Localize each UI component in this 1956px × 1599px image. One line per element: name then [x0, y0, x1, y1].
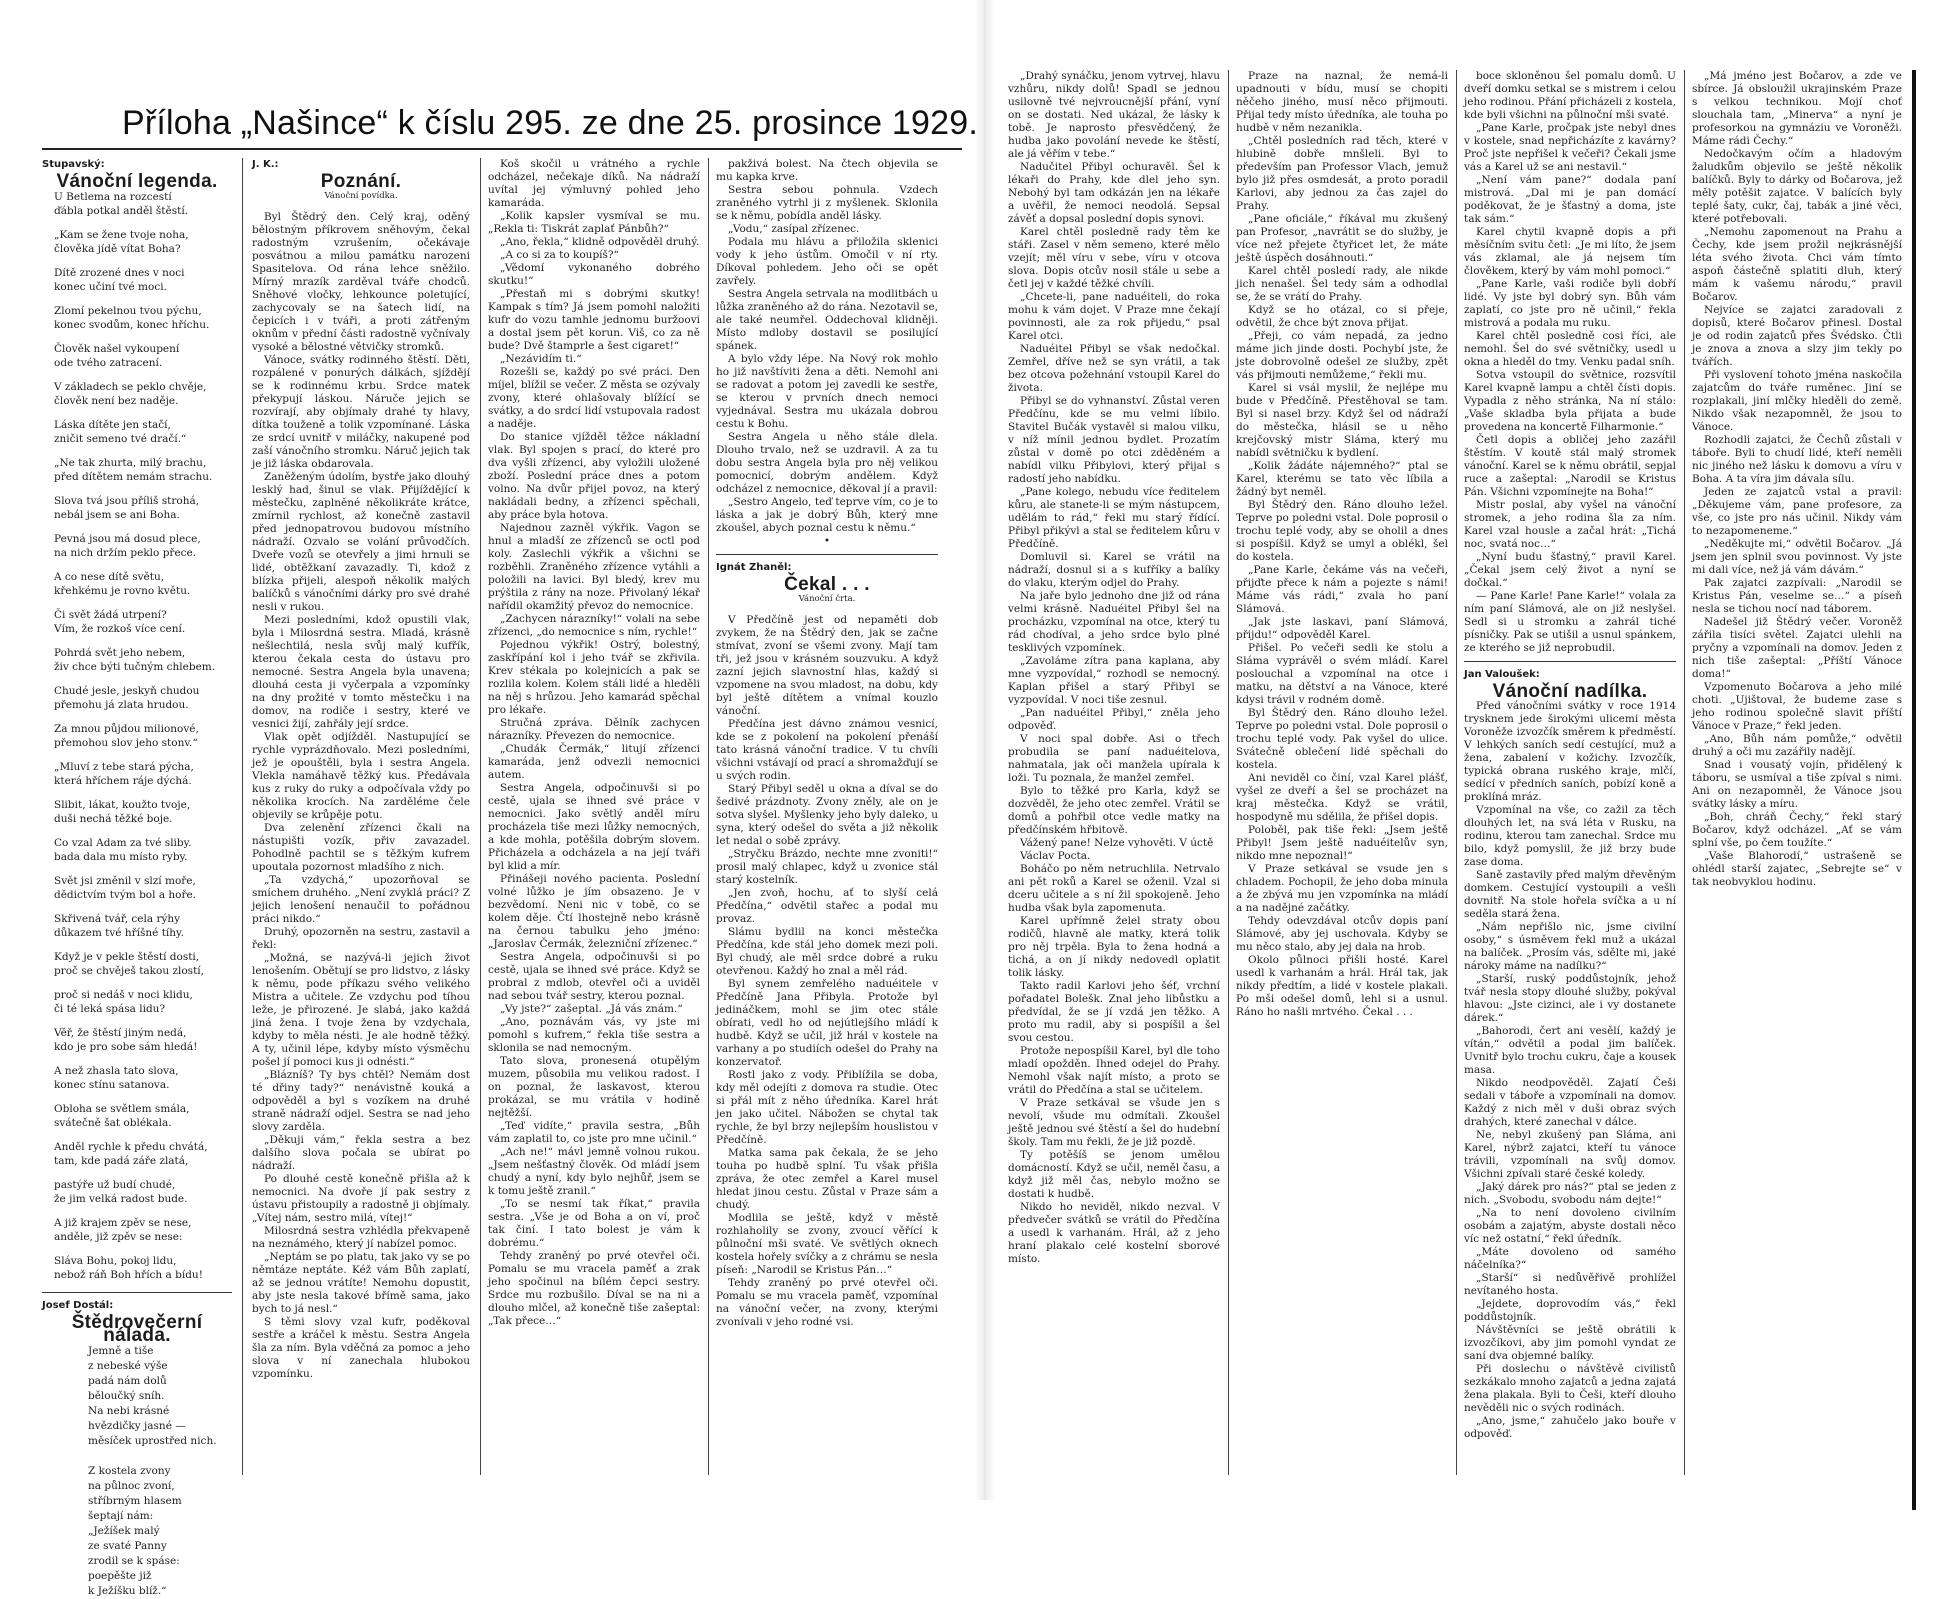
paragraph: „Starší“ si nedůvěřivě prohlížel nevítaného hosta. [1464, 1272, 1676, 1297]
paragraph: „Děkuji vám,“ řekla sestra a bez dalšího slova počala se ubírat po nádraží. [252, 1134, 470, 1172]
story-text [488, 158, 700, 1328]
paragraph: „Zavoláme zítra pana kaplana, aby mne vyzpovídal,“ rozhodl se nemocný. Kaplan přišel a starý Přibyl se vyzpovídal. V noci tiše zesnul. [1008, 655, 1220, 706]
poem-author: Stupavský: [42, 159, 105, 170]
paragraph: Vánoce, svátky rodinného štěstí. Děti, rozpálené v ponurých dálkách, sjíždějí se k rodinnému krbu. Srdce matek překypují láskou. Náruče jejich se rozvírají, aby objímaly drahé ty hlavy, dítka touženě a tolik vzpomínané. Láska ze srdcí uvnitř v miláčky, nakupené pod zaší vánočního stromku. Náruč jejich tak je již láska obdarovala. [252, 354, 470, 470]
story2-text [716, 614, 938, 1329]
poem-stanza: Co vzal Adam za tvé sliby. bada dala mu místo ryby. [54, 837, 192, 863]
paragraph: „Přeji, co vám nepadá, za jedno máme jich jinde dosti. Pochybí jste, že jste dobrovolně odešel ze služby, zpět vás přijmouti nemůžeme,“ řekli mu. [1236, 330, 1448, 381]
poem-title: Vánoční legenda. [56, 171, 218, 192]
paragraph: Byl Štědrý den. Ráno dlouho ležel. Teprve po poledni vstal. Dole poprosil o trochu teplé vody, aby se oholil a dnes si pospíšil. Když se umyl a oblékl, šel do kostela. [1236, 499, 1448, 563]
paragraph: „Pane Karle, pročpak jste nebyl dnes v kostele, snad nepřicházíte z kavárny? Proč jste nepřišel k večeři? Čekali jsme vás a Karel už se ani nestavil.“ [1464, 122, 1676, 173]
paragraph: „Pane Karle, vaši rodiče byli dobří lidé. Vy jste byl dobrý syn. Bůh vám zaplatí, co jste pro ně učinil,“ řekla mistrová a podala mu ruku. [1464, 278, 1676, 329]
paragraph: „Chudák Čermák,“ litují zřízenci kamaráda, jenž odvezli nemocnici autem. [488, 743, 700, 781]
paragraph: Mistr poslal, aby vyšel na vánoční stromek, a jeho rodina šla za ním. Karel vzal housle a začal hrát: „Tichá noc, svatá noc…“ [1464, 499, 1676, 550]
poem-stanza: Člověk našel vykoupení ode tvého zatracení. [54, 343, 180, 369]
column-2 [252, 158, 470, 1475]
poem-body [42, 190, 232, 1282]
paragraph: Rostl jako z vody. Přiblížila se doba, kdy měl odejíti z domova ra studie. Otec si přál mít z něho úředníka. Karel hrát jen jako učitel. Nábožen se chytal tak rychle, že byl brzy nejlepším houslistou v Předčíně. [716, 1069, 938, 1146]
poem-line: šeptají nám: [88, 1510, 154, 1522]
paragraph: Saně zastavily před malým dřevěným domkem. Cestující vystoupili a vešli dovnitř. Na stole hořela svíčka a u ní seděla stará žena. [1464, 869, 1676, 920]
paragraph: boce skloněnou šel pomalu domů. U dveří domku setkal se s mistrem i celou jeho rodinou. Přání přicházeli z kostela, kde byli všichni na půlnoční mši svaté. [1464, 70, 1676, 121]
paragraph: „Vodu,“ zasípal zřízenec. [728, 223, 860, 235]
poem-stanza: Věř, že štěstí jiným nedá, kdo je pro sobe sám hledá! [54, 1027, 198, 1053]
paragraph: Vzpomenuto Bočarova a jeho milé choti. „Ujištoval, že budeme zase s jeho rodinou společně slavit příští Vánoce v Praze,“ řekl jeden. [1692, 681, 1902, 732]
story2-author: Ignát Zhaněl: [716, 562, 792, 573]
paragraph: Vážený pane! Nelze vyhověti. V úctě [1020, 837, 1214, 849]
poem-stanza: „Kam se žene tvoje noha, člověka jídě vítat Boha? [54, 229, 189, 255]
paragraph: „Není vám pane?“ dodala paní mistrová. „Dal mi je pan domácí poděkovat, že je šťastný a doma, jste tak sám.“ [1464, 174, 1676, 225]
paragraph: „Ano, řekla,“ klidně odpověděl druhý. [500, 236, 700, 248]
poem-line: „Ježíšek malý [88, 1525, 160, 1537]
poem-stanza: Pohrdá svět jeho nebem, živ chce býti tučným chlebem. [54, 647, 216, 673]
column-divider [1684, 70, 1685, 1475]
paragraph: „Má jméno jest Bočarov, a zde ve sbírce. Já obsloužil ukrajinském Praze s velkou technikou. Mojí choť slouchala tam, „Minerva“ a nyní je profesorkou na gymnáziu ve Voroněži. Máme rádi Čechy.“ [1692, 70, 1902, 147]
paragraph: Pak zajatci zazpívali: „Narodil se Kristus Pán, veselme se…“ a píseň nesla se tichou nocí nad táborem. [1692, 577, 1902, 615]
paragraph: Okolo půlnoci přišli hosté. Karel usedl k varhanám a hrál. Hrál tak, jak nikdy předtím, a lidé v kostele plakali. Po mši odešel domů, lehl si a usnul. Ráno ho našli mrtvého. Čekal . . . [1236, 954, 1448, 1018]
paragraph: Návštěvníci se ještě obrátili k izvozčíkovi, aby jim pomohl vyndat ze saní dva objemné balíky. [1464, 1324, 1676, 1362]
paragraph: Boháčo po něm netruchlila. Netrvalo ani pět roků a Karel se oženil. Vzal si dceru učitele a s ní žil spokojeně. Jeho hudba však byla zapomenuta. [1008, 863, 1220, 914]
paragraph: Před vánočními svátky v roce 1914 trysknem jede širokými ulicemi města Voroněže izvozčík směrem k předměstí. V lehkých saních sedí cestující, muž a žena, zabalení v kožichy. Izvozčík, typická obrana ruského kraje, mlčí, sedící v předních saních, pobízí koně a proklíná mráz. [1464, 700, 1676, 803]
poem-line: padá nám dolů [88, 1375, 167, 1387]
paragraph: V Praze setkával se všude jen s nevolí, všude mu odmítali. Zkoušel ještě jednou své štěstí a šel do hudební školy. Tam mu řekli, že je již pozdě. [1008, 1097, 1220, 1148]
column-divider [1456, 70, 1457, 1475]
paragraph: S těmi slovy vzal kufr, poděkoval sestře a kráčel k městu. Sestra Angela šla za ním. Byla vděčná za pomoc a jeho slova v ní zanechala hlubokou vzpomínku. [252, 1316, 470, 1380]
paragraph: „Jak jste laskavi, paní Slámová, přijdu!“ odpověděl Karel. [1236, 616, 1448, 641]
story3-author: Jan Valoušek: [1464, 669, 1540, 680]
poem-stanza: Svět jsi změnil v slzí moře, dědictvím tvým bol a hoře. [54, 875, 197, 901]
paragraph: Zaněženým údolím, bystře jako dlouhý lesklý had, šinul se vlak. Přijíždějící k městečku, zaplněné několikráte krátce, zmírnil rychlost, až konečně zastavil před jednopatrovou budovou místního nádraží. Ozvalo se volání průvodčích. Dveře vozů se otevřely a jimi hrnuli se lidé, obtěžkaní zavazadly. Ti, kdož z blízka přijeli, alespoň několik malých balíčků s vánočními dárky pro své drahé nesli v rukou. [252, 471, 470, 613]
paragraph: Sestra Angela u něho stále dlela. Dlouho trvalo, než se uzdravil. A za tu dobu sestra Angela byla pro něj velikou pomocnicí, dobrým andělem. Když odcházel z nemocnice, děkoval jí a pravil: [716, 431, 938, 495]
paragraph: „Kolik kapsler vysmíval se mu. „Rekla ti: Tiskrát zaplať Pánbůh?“ [488, 210, 700, 235]
paragraph: Karel chytil kvapně dopis a při měsíčním svitu četl: „Je mi líto, že jsem vás zklamal, ale já nejsem tím člověkem, který by vám mohl pomoci.“ [1464, 226, 1676, 277]
poem-line: poepěšte již [88, 1570, 152, 1582]
column-4 [716, 158, 938, 1475]
paragraph: Ty potěšíš se jenom umělou domácností. Když se učil, neměl času, a když již měl čas, nebylo možno se dostati k hudbě. [1008, 1149, 1220, 1200]
left-page [42, 70, 962, 1597]
paragraph: — Pane Karle! Pane Karle!“ volala za ním paní Slámová, ale on již neslyšel. Sedl si u stromku a zahrál tiché písničky. Pak se utišil a usnul spánkem, ze kterého se již neprobudil. [1464, 590, 1676, 654]
paragraph: Při doslechu o návštěvě civilistů sezkákalo mnoho zajatců a jedna zajatá žena plakala. Byli to Češi, kteří dlouho nevěděli nic o svých rodinách. [1464, 1363, 1676, 1414]
paragraph: Takto radil Karlovi jeho šéf, vrchní pořadatel Bolešk. Znal jeho libůstku a předvídal, že se jí vzdá jen těžko. A proto mu radil, aby si pospíšil a šel svou cestou. [1008, 980, 1220, 1044]
paragraph: V Praze setkával se vsude jen s chladem. Pochopil, že jeho doba minula a že zbývá mu jen vzpomínka na mládí a na nadějné začátky. [1236, 863, 1448, 914]
paragraph: Při vyslovení tohoto jména naskočila zajatcům do tváře ruměnec. Jiní se rozplakali, jiní mlčky hleděli do země. Nikdo však nezapomněl, že jsou to Vánoce. [1692, 369, 1902, 433]
poem-stanza: Obloha se světlem smála, svátečně šat oblékala. [54, 1103, 190, 1129]
page-gutter [975, 0, 995, 1500]
paragraph: „Vy jste?“ zašeptal. „Já vás znám.“ [500, 1003, 683, 1015]
poem-stanza: Pevná jsou má dosud plece, na nich držím peklo přece. [54, 533, 201, 559]
paragraph: Karel chtěl posledí rady, ale nikde jich nenašel. Šel tedy sám a odhodlal se, že se vrátí do Prahy. [1236, 265, 1448, 303]
poem-line: Jemně a tiše [88, 1345, 154, 1357]
paragraph: V noci spal dobře. Asi o třech probudila se paní naduéitelova, nahmatala, jak oči manžela upírala k loži. Tu poznala, že manžel zemřel. [1008, 733, 1220, 784]
paragraph: „Možná, se nazývá-li jejich život lenošením. Obětují se pro lidstvo, z lásky k němu, pode příkazu svého velikého Mistra a učitele. Ze vzdychu pod tíhou leže, je přirozené. Je slabá, jako každá jiná žena. I tvoje žena by vzdychala, kdyby to měla nésti. Je ale hodně těžký. A ty, učinil lépe, kdyby místo výsměchu pošel jí pomoci kus ji odnésti.“ [252, 952, 470, 1068]
paragraph: „Jejdete, doprovodím vás,“ řekl poddůstojník. [1464, 1298, 1676, 1323]
column-5 [1008, 70, 1220, 1475]
paragraph: Byl Štědrý den. Celý kraj, oděný bělostným příkrovem sněhovým, čekal radostným vzrušením, očekávaje posvátnou a milou památku narozeni Spasitelova. Od rána lehce sněžilo. Mírný mrazík zarděval tváře chodců. Sněhové vločky, lehkounce poletující, zachycovaly se na šatech lidí, na čepicích i v tváři, a proti zátřeným oknům v přední části radostně vyčnívaly vysoké a bělostné větvičky stromků. [252, 211, 470, 353]
column-7 [1464, 70, 1676, 1475]
poem-stanza: Zlomí pekelnou tvou pýchu, konec svodům, konec hříchu. [54, 305, 210, 331]
paragraph: Mezi posledními, kdož opustili vlak, byla i Milosrdná sestra. Mladá, krásně nešlechtilá, nesla svůj malý kufřík, kterou čekala cesta do ústavu pro nemocné. Sestra Angela byla unavena; dlouhá cesta ji vyčerpala a vzpomínky na dny prožité v tomto městečku i na domov, na rodiče i sestry, které ve vesnici žijí, zahřály její srdce. [252, 614, 470, 730]
poem2-body [88, 1344, 232, 1599]
poem-stanza: „Mluví z tebe stará pýcha, která hříchem ráje dýchá. [54, 761, 194, 787]
poem-line: ze svaté Panny [88, 1540, 167, 1552]
paragraph: pakživá bolest. Na čtech objevila se mu kapka krve. [716, 158, 938, 183]
paragraph: A bylo vždy lépe. Na Nový rok mohlo ho již navštíviti žena a děti. Nemohl ani se radovat a potom jej zavedli ke sestře, se kterou v prvních dnech nemoci vyjednával. Sestra mu ukázala dobrou cestu k Bohu. [716, 353, 938, 430]
poem-stanza: pastýře už budí chudé, že jim velká radost bude. [54, 1179, 188, 1205]
story2-subtitle: Vánoční črta. [798, 594, 856, 604]
paragraph: „Neptám se po platu, tak jako vy se po němtáze neptáte. Kéž vám Bůh zaplatí, až se jednou vrátíte! Nemohu dopustit, aby jste nesla takové břímě sama, jako bych to já nesl.“ [252, 1251, 470, 1315]
right-page [1008, 70, 1916, 1475]
poem-line: na půlnoc zvoní, [88, 1480, 175, 1492]
paragraph: Karel chtěl posledně rady těm ke stáři. Zasel v něm semeno, které mělo vzejít; měl víru v sebe, víru v otcova slova. Dopis otcův nosil stále u sebe a četl jej v každé těžké chvíli. [1008, 226, 1220, 290]
paragraph: „Máte dovoleno od samého náčelníka?“ [1464, 1246, 1676, 1271]
paragraph: Přišel. Po večeři sedli ke stolu a Sláma vyprávěl o svém mládí. Karel poslouchal a vzpomínal na otce i matku, na dětství a na Vánoce, které kdysi trávil v rodném domě. [1236, 642, 1448, 706]
column-3 [488, 158, 700, 1475]
paragraph: „To se nesmí tak říkat,“ pravila sestra. „Vše je od Boha a on ví, proč tak činí. I tato bolest je vám k dobrému.“ [488, 1198, 700, 1249]
paragraph: Domluvil si. Karel se vrátil na nádraží, dosnul si a s kufříky a balíky do vlaku, kterým odjel do Prahy. [1008, 551, 1220, 589]
paragraph: Nejvíce se zajatci zaradovali z dopisů, které Bočarov přinesl. Dostal je od rodin zajatců přes Švédsko. Čtli je znova a znova a slzy jim tekly po tvářích. [1692, 304, 1902, 368]
paragraph: Stručná zpráva. Dělník zachycen nárazníky. Převezen do nemocnice. [488, 717, 700, 742]
paragraph: „Pane Karle, čekáme vás na večeři, přijďte přece k nám a pojezte s námi! Máme vás rádi,“ zvala ho paní Slámová. [1236, 564, 1448, 615]
story2-text [1464, 70, 1676, 655]
paragraph: Nadešel již Štědrý večer. Voroněž zářila tisíci světel. Zajatci ulehli na pryčny a vzpomínali na domov. Jeden z nich tiše zašeptal: „Příští Vánoce doma!“ [1692, 616, 1902, 680]
paragraph: Nedočkavým očím a hladovým žaludkům objevilo se ještě několik balíčků. Byly to dárky od Bočarova, jež měly potěšit zajatce. V balících byly teplé šaty, cukr, čaj, tabák a jiné věci, které potřebovali. [1692, 148, 1902, 225]
poem2-title: Štědrovečerní nálada. [71, 1312, 203, 1346]
paragraph: Slámu bydlil na konci městečka Předčína, kde stál jeho domek mezi poli. Byl chudý, ale měl srdce dobré a ruku otevřenou. Každý ho znal a měl rád. [716, 926, 938, 977]
paragraph: Protože nepospíšil Karel, byl dle toho mladí opožděn. Ihned odejel do Prahy. Nemohl však najít místo, a proto se vrátil do Předčína a stal se učitelem. [1008, 1045, 1220, 1096]
paragraph: Po dlouhé cestě konečně přišla až k nemocnici. Na dvoře jí pak sestry z ústavu přistoupily a radostně ji objímaly. „Vítej nám, sestro milá, vítej!“ [252, 1173, 470, 1224]
paragraph: „Neděkujte mi,“ odvětil Bočarov. „Já jsem jen splnil svou povinnost. Vy jste mi dali více, než já vám dávám.“ [1692, 538, 1902, 576]
column-divider [708, 158, 709, 1475]
poem-stanza: Slibit, lákat, koužto tvoje, duši nechá těžké boje. [54, 799, 191, 825]
poem-line: stříbrným hlasem [88, 1495, 182, 1507]
paragraph: Jeden ze zajatců vstal a pravil: „Děkujeme vám, pane profesore, za vše, co jste pro nás učinil. Nikdy vám to nezapomeneme.“ [1692, 486, 1902, 537]
story3-text [1692, 70, 1902, 889]
poem2-author: Josef Dostál: [42, 1300, 114, 1311]
paragraph: Dva zelenění zřízenci čkali na nástupišti vozík, přiv zavazadel. Pohodlně pachtil se s těžkým kufrem upoutala pozornost mladšího z nich. [252, 822, 470, 873]
poem-stanza: Za mnou půjdou milionové, přemohou slov jeho stonv.“ [54, 723, 199, 749]
paragraph: Koš skočil u vrátného a rychle odcházel, nečekaje díků. Na nádraží uvítal jej výmluvný pohled jeho kamaráda. [488, 158, 700, 209]
paragraph: Modlila se ještě, když v městě rozhlaholily se zvony, zvoucí věřící k půlnoční mši svaté. Ve světlých oknech kostela hořely svíčky a z chrámu se nesla píseň: „Narodil se Kristus Pán…“ [716, 1212, 938, 1276]
paragraph: Druhý, opozorněn na sestru, zastavil a řekl: [252, 926, 470, 951]
paragraph: Byl synem zemřelého naduéitele v Předčíně Jana Přibyla. Protože byl jedináčkem, mohl se jim otec stále obírati, vedl ho od nejútlejšího mládí k hudbě. Když se učil, již hrál v kostele na varhany a po studiích odešel do Prahy na konzervatoř. [716, 978, 938, 1068]
paragraph: „Nezávidím ti.“ [500, 353, 582, 365]
paragraph: „A co si za to koupíš?“ [500, 249, 619, 261]
paragraph: „Vaše Blahorodí,“ ustrašeně se ohlédl starší zajatec, „Sebrejte se“ v tak neobvyklou hodinu. [1692, 850, 1902, 888]
paragraph: Když se ho otázal, co si přeje, odvětil, že chce být znova přijat. [1236, 304, 1448, 329]
paragraph: Najednou zazněl výkřik. Vagon se hnul a mladší ze zřízenců se octl pod koly. Zaslechli výkřik a všichni se rozběhli. Zraněného zřízence vytáhli a položili na lavici. Byl bledý, krev mu prýštila z rány na noze. Přivolaný lékař nařídil okamžitý převoz do nemocnice. [488, 522, 700, 612]
paragraph: „Blázníš? Ty bys chtěl? Nemám dost té dřiny tady?“ nenávistně kouká a odpověděl a byl s vozíkem na druhé straně nádraží odjel. Sestra se nad jeho slovy zarděla. [252, 1069, 470, 1133]
paragraph: „Sestro Angelo, teď teprve vím, co je to láska a jak je dobrý Bůh, který mne zkoušel, abych poznal cestu k němu.“ [716, 496, 938, 534]
poem-line: k Ježíšku blíž.“ [88, 1585, 167, 1597]
poem-stanza: Či svět žádá utrpení? Vím, že rozkoš více cení. [54, 609, 186, 635]
paragraph: Přinášeji nového pacienta. Poslední volné lůžko je jím obsazeno. Je v bezvědomí. Neni nic v tobě, co se kolem děje. Čtí lhostejně nebo krásně na černou tabulku jeho jméno: „Jaroslav Čermák, železniční zřízenec.“ [488, 873, 700, 950]
paragraph: Byl Štědrý den. Ráno dlouho ležel. Teprve po poledni vstal. Dole poprosil o trochu teplé vody. Pak vyšel do ulice. Svátečně oblečení lidé spěchali do kostela. [1236, 707, 1448, 771]
paragraph: Karel si vsál myslil, že nejlépe mu bude v Předčíně. Přestěhoval se tam. Byl si nasel brzy. Když šel od nádraží do městečka, hlásil se u něho krejčovský mistr Sláma, který mu nabídl světničku k bydlení. [1236, 382, 1448, 459]
paragraph: „Pane kolego, nebudu více ředitelem kůru, ale stanete-li se mým nástupcem, udělám to rád,“ řekl mu starý řídící. Přibyl přikývl a stal se ředitelem kůru v Předčíně. [1008, 486, 1220, 550]
page-edge [1912, 70, 1916, 1510]
paragraph: „Zachycen nárazníky!“ volali na sebe zřízenci, „do nemocnice s ním, rychle!“ [488, 613, 700, 638]
story3-title: Vánoční nadílka. [1492, 681, 1648, 702]
paragraph: Sotva vstoupil do světnice, rozsvítil Karel kvapně lampu a chtěl čísti dopis. Vypadla z něho stránka, Na ní stálo: „Vaše skladba byla přijata a bude provedena na koncertě Filharmonie.“ [1464, 369, 1676, 433]
poem-stanza: Skřivená tvář, cela rýhy důkazem tvé hříšné tíhy. [54, 913, 184, 939]
paragraph: Sestra Angela, odpočinuvši si po cestě, ujala se ihned své práce. Když se probral z mdlob, otevřel oči a uviděl nad sebou tvář sestry, kterou poznal. [488, 951, 700, 1002]
paragraph: Přibyl se do vyhnanství. Zůstal veren Předčínu, kde se mu velmi líbilo. Stavitel Bučák vystavěl si malou vilku, v níž mínil jednou bydlet. Prozatím zůstal v domě po otci zděděném a nabídl vilku Přibylovi, který přijal s radostí jeho nabídku. [1008, 395, 1220, 485]
paragraph: Na jaře bylo jednoho dne již od rána velmi krásně. Naduéitel Přibyl šel na procházku, vzpomínal na otce, který tu rád chodíval, a jeho srdce bylo plné tesklivých vzpomínek. [1008, 590, 1220, 654]
paragraph: Vlak opět odjížděl. Nastupující se rychle vyprázdňovalo. Mezi posledními, jež je opouštěli, byla i sestra Angela. Vlekla namáhavě těžký kus. Předávala kus z ruky do ruky a odpočívala vždy po několika krocích. Na zarděléme čele objevily se krůpěje potu. [252, 731, 470, 821]
paragraph: „Nám nepřišlo nic, jsme civilní osoby,“ s úsměvem řekl muž a ukázal na balíček. „Prosím vás, sdělte mi, jaké nároky máme na nadílku?“ [1464, 921, 1676, 972]
poem-line: hvězdičky jasné — [88, 1420, 186, 1432]
poem-stanza: Když je v pekle štěstí dosti, proč se chvěješ takou zlostí, [54, 951, 204, 977]
story-author: J. K.: [252, 159, 279, 170]
paragraph: Snad i vousatý vojín, přidělený k táboru, se usmíval a tiše zpíval s nimi. Ani on nezapomněl, že Vánoce jsou svátky lásky a míru. [1692, 759, 1902, 810]
paragraph: V Předčíně jest od nepaměti dob zvykem, že na Štědrý den, jak se začne stmívat, zvoní se všemi zvony. Mají tam tři, jež jsou v krásném souzvuku. A když zazní jejich slavnostní hlas, každý si vzpomene na svou mladost, na dobu, kdy byl ještě dítětem a vnímal kouzlo vánoční. [716, 614, 938, 717]
poem-stanza: Dítě zrozené dnes v noci konec učiní tvé moci. [54, 267, 185, 293]
divider [42, 1292, 232, 1293]
poem-stanza: „Ne tak zhurta, milý brachu, před dítětem nemám strachu. [54, 457, 213, 483]
paragraph: Karel chtěl posledně cosi říci, ale nemohl. Šel do své světničky, usedl u okna a hleděl do tmy. Venku padal sníh. [1464, 330, 1676, 368]
paragraph: Václav Pocta. [1020, 850, 1091, 862]
story3-text [1464, 700, 1676, 1441]
divider [1464, 661, 1676, 662]
column-divider [480, 158, 481, 1475]
paragraph: Sestra Angela setrvala na modlitbách u lůžka zraněného až do rána. Nezotavil se, ale také neumřel. Oddechoval klidněji. Místo mdloby dostavil se posilující spánek. [716, 288, 938, 352]
paragraph: „Ano, poznávám vás, vy jste mi pomohl s kufrem,“ řekla tiše sestra a sklonila se nad nemocným. [488, 1016, 700, 1054]
paragraph: „Drahý synáčku, jenom vytrvej, hlavu vzhůru, nikdy dolů! Spadl se jednou usilovně tvé nejvroucnější přání, vyní on se dostati. Ned ukázal, že lásky k tobě. Je naprosto přesvědčený, že hudba jako povolání nevede ke štěstí, ale já věřím v tebe.“ [1008, 70, 1220, 160]
poem-stanza: Sláva Bohu, pokoj lidu, nebož ráň Boh hřích a bídu! [54, 1255, 203, 1281]
story-text [716, 158, 938, 535]
poem-stanza: A než zhasla tato slova, konec stínu satanova. [54, 1065, 179, 1091]
paragraph: „Kolik žádáte nájemného?“ ptal se Karel, kterému se tato věc líbila a žádný byt neměl. [1236, 460, 1448, 498]
paragraph: Předčína jest dávno známou vesnicí, kde se z pokolení na pokolení přenáší tato krásná vánoční tradice. V tu chvíli všichni vstávají od prací a shromažďují se u svých rodin. [716, 718, 938, 782]
paragraph: „Ano, Bůh nám pomůže,“ odvětil druhý a oči mu zazářily nadějí. [1692, 733, 1902, 758]
paragraph: „Jaký dárek pro nás?“ ptal se jeden z nich. „Svobodu, svobodu nám dejte!“ [1464, 1181, 1676, 1206]
story2-text [1008, 70, 1220, 1266]
poem-line: zrodil se k spáse: [88, 1555, 180, 1567]
paragraph: Sestra Angela, odpočinuvši si po cestě, ujala se ihned své práce v nemocnici. Jako světlý anděl míru procházela tiše mezi lůžky nemocných, a kde mohla, potěšila dobrým slovem. Přicházela a odcházela a na její tváři byl klid a mír. [488, 782, 700, 872]
paragraph: „Nemohu zapomenout na Prahu a Čechy, kde jsem prožil nejkrásnější léta svého života. Chci vám tímto aspoň částečně splatiti dluh, který mám k vašemu národu,“ pravil Bočarov. [1692, 226, 1902, 303]
page-title: Příloha „Našince“ k číslu 295. ze dne 25. prosince 1929. [122, 104, 979, 142]
paragraph: Praze na naznal, že nemá-li upadnouti v bídu, musí se chopiti něčeho jiného, musí něco přijmouti. Přijal tedy místo úředníka, ale touha po hudbě v něm nezanikla. [1236, 70, 1448, 134]
paragraph: „Ta vzdychá,“ upozorňoval se smíchem druhého. „Není zvyklá práci? Z jejich lenošení nenaučil to pořádnou práci nikdo.“ [252, 874, 470, 925]
paragraph: Tehdy zraněný po prvé otevřel oči. Pomalu se mu vracela paměť, vzpomínal na vánoční večer, na zvony, kterými zvonívali v jeho rodné vsi. [716, 1277, 938, 1328]
column-divider [1228, 70, 1229, 1475]
poem-stanza: A již krajem zpěv se nese, anděle, již zpěv se nese: [54, 1217, 192, 1243]
poem-stanza: Chudé jesle, jeskyň chudou přemohu já zlata hrudou. [54, 685, 200, 711]
poem-stanza: proč si nedáš v noci klidu, či té leká spása lidu? [54, 989, 193, 1015]
column-1 [42, 158, 232, 1597]
paragraph: Milosrdná sestra vzhlédla překvapeně na neznámého, který jí nabízel pomoc. [252, 1225, 470, 1250]
paragraph: Tehdy zraněný po prvé otevřel oči. Pomalu se mu vracela paměť a zrak jeho spočinul na bílém čepci sestry. Srdce mu rozbušilo. Díval se na ni a dlouho mlčel, až konečně tiše zašeptal: „Tak přece…“ [488, 1250, 700, 1327]
separator-dot: • [823, 535, 831, 547]
paragraph: „Přestaň mi s dobrými skutky! Kampak s tím? Já jsem pomohl naložiti kufr do vozu tamhle jednomu buržoovi a dostal jsem pět korun. Viš, co za ně bude? Dvě štamprle a šest cigaret!“ [488, 288, 700, 352]
paragraph: Nikdo neodpověděl. Zajatí Češi sedali v táboře a vzpomínali na domov. Každý z nich měl v duši obraz svých drahých, které zanechal v dálce. [1464, 1077, 1676, 1128]
column-divider [242, 158, 243, 1475]
paragraph: „Starší, ruský poddůstojník, jehož tvář nesla stopy dlouhé služby, pokýval hlavou: „Jste cizinci, ale i vy dostanete dárek.“ [1464, 973, 1676, 1024]
paragraph: Nikdo ho neviděl, nikdo nezval. V předvečer svátků se vrátil do Předčína a usedl k varhanám. Hrál, až z jeho hraní plakalo celé kostelní sborové místo. [1008, 1201, 1220, 1265]
paragraph: „Stryčku Brázdo, nechte mne zvoniti!“ prosil malý chlapec, když u zvonice stál starý kostelník. [716, 848, 938, 886]
poem-line: měsíček uprostřed nich. [88, 1435, 217, 1447]
paragraph: Podala mu hlávu a přiložila sklenici vody k jeho ústům. Omočil v ní rty. Díkoval pohledem. Jeho oči se opět zavřely. [716, 236, 938, 287]
story-text [252, 211, 470, 1381]
poem-stanza: Slova tvá jsou příliš strohá, nebál jsem se ani Boha. [54, 495, 200, 521]
story2-text [1236, 70, 1448, 1019]
paragraph: Rozešli se, každý po své práci. Den míjel, blížil se večer. Z města se ozývaly zvony, které ohlašovaly blížící se svátky, a do srdcí lidí vstupovala radost a naděje. [488, 366, 700, 430]
paragraph: „Pan naduéitel Přibyl,“ zněla jeho odpověď. [1008, 707, 1220, 732]
paragraph: Do stanice vjížděl těžce nákladní vlak. Byl spojen s prací, do které pro dva vyšli zřízenci, aby vyložili uložené zboží. Poslední práce dnes a potom volno. Na dvůr přijel povoz, na který nakládali bedny, a zřízenci spěchali, aby práce byla hotova. [488, 431, 700, 521]
poem-stanza: Anděl rychle k předu chvátá, tam, kde padá záře zlatá, [54, 1141, 208, 1167]
paragraph: „Teď vidíte,“ pravila sestra, „Bůh vám zaplatil to, co jste pro mne učinil.“ [488, 1120, 700, 1145]
paragraph: „Bahorodi, čert ani vesělí, každý je vítán,“ odvětil a podal jim balíček. Uvnitř bylo trochu cukru, čaje a kousek masa. [1464, 1025, 1676, 1076]
paragraph: „Jen zvoň, hochu, ať to slyší celá Předčína,“ odvětil stařec a podal mu provaz. [716, 887, 938, 925]
paragraph: Starý Přibyl seděl u okna a díval se do šedivé prázdnoty. Zvony zněly, ale on je sotva slyšel. Myšlenky jeho byly daleko, u syna, který odešel do světa a již několik let nedal o sobě zprávy. [716, 783, 938, 847]
paragraph: „Vědomí vykonaného dobrého skutku!“ [488, 262, 700, 287]
poem-stanza: A co nese dítě světu, křehkému je rovno květu. [54, 571, 191, 597]
paragraph: Bylo to těžké pro Karla, když se dozvěděl, že jeho otec zemřel. Vrátil se domů a pohřbil otce vedle matky na předčínském hřbitově. [1008, 785, 1220, 836]
paragraph: „Na to není dovoleno civilním osobám a zajatým, abyste dostali něco víc než ostatní,“ řekl úředník. [1464, 1207, 1676, 1245]
poem-line: Z kostela zvony [88, 1465, 171, 1477]
paragraph: Poloběl, pak tiše řekl: „Jsem ještě Přibyl! Jsem ještě naduéitelův syn, nikdo mne nepoznal!“ [1236, 824, 1448, 862]
paragraph: Matka sama pak čekala, že se jeho touha po hudbě splní. Tu však přišla zpráva, že otec zemřel a Karel musel hledat jinou cestu. Zůstal v Praze sám a chudý. [716, 1147, 938, 1211]
paragraph: Nadučitel Přibyl ochuravěl. Šel k lékaři do Prahy, kde dlel jeho syn. Nebohý byl tam odkázán jen na lékaře a uvěřil, že nemoci neodolá. Sepsal závěť a dopsal poslední dopis synovi. [1008, 161, 1220, 225]
poem-stanza: Láska dítěte jen stačí, zničit semeno tvé dračí.“ [54, 419, 187, 445]
paragraph: Tato slova, pronesená otupělým muzem, působila mu velikou radost. I on poznal, že laskavost, kterou prokázal, se mu vrátila v hodině nejtěžší. [488, 1055, 700, 1119]
poem-stanza: V základech se peklo chvěje, člověk není bez naděje. [54, 381, 207, 407]
paragraph: Sestra sebou pohnula. Vzdech zraněného vytrhl ji z myšlenek. Sklonila se k němu, pobídla anděl lásky. [716, 184, 938, 222]
story-title: Poznání. [320, 171, 402, 192]
paragraph: „Chtěl posledních rad těch, které v hlubině dobře mnšleli. Byl to především pan Professor Vlach, jemuž bylo již přes osmdesát, a proto poradil Karlovi, aby jednou za čas zajel do Prahy. [1236, 135, 1448, 212]
paragraph: Ne, nebyl zkušený pan Sláma, ani Karel, nýbrž zajatci, kteří tu vánoce trávili, vzpomínali na svůj domov. Všichni zpívali staré české koledy. [1464, 1129, 1676, 1180]
paragraph: „Nyní budu šťastný,“ pravil Karel. „Čekal jsem celý život a nyní se dočkal.“ [1464, 551, 1676, 589]
divider [716, 554, 938, 555]
poem-line: z nebeské výše [88, 1360, 168, 1372]
poem-line [88, 1449, 232, 1464]
paragraph: „Pane oficiále,“ říkával mu zkušený pan Profesor, „navrátit se do služby, je více než přejete čtyřicet let, že máte ještě úspěch dosáhnouti.“ [1236, 213, 1448, 264]
paragraph: Vzpomínal na vše, co zažil za těch dlouhých let, na svá léta v Rusku, na rodinu, kterou tam zanechal. Srdce mu bilo, když pomyslil, že již brzy bude zase doma. [1464, 804, 1676, 868]
paragraph: „Boh, chráň Čechy,“ řekl starý Bočarov, když odcházel. „Ať se vám splní vše, po čem toužíte.“ [1692, 811, 1902, 849]
paragraph: Pojednou výkřik! Ostrý, bolestný, zaskřípání kol i jeho tvář se zkřivila. Krev stékala po kolejnicích a pak se rozlila kolem. Kolem stáli lidé a hleděli na něj s hrůzou. Jeho kamarád spěchal pro lékaře. [488, 639, 700, 716]
paragraph: Rozhodli zajatci, že Čechů zůstali v táboře. Byli to chudí lidé, kteří neměli nic jiného než lásku k domovu a víru v Boha. A ta víra jim dávala sílu. [1692, 434, 1902, 485]
story-subtitle: Vánoční povídka. [324, 191, 398, 201]
paragraph: Ani neviděl co činí, vzal Karel plášť, vyšel ze dveří a šel se procházet na kraj městečka. Když se vrátil, hospodyně mu sdělila, že přišel dopis. [1236, 772, 1448, 823]
poem-line: Na nebi krásné [88, 1405, 170, 1417]
paragraph: Naduéitel Přibyl se však nedočkal. Zemřel, dříve než se syn vrátil, a tak bez otcova požehnání vstoupil Karel do života. [1008, 343, 1220, 394]
poem-line: běloučký sníh. [88, 1390, 165, 1402]
paragraph: „Chcete-li, pane naduéiteli, do roka mohu k vám dojet. V Praze mne čekají povinnosti, ale za rok přijedu,“ psal Karel otci. [1008, 291, 1220, 342]
story2-title: Čekal . . . [784, 574, 870, 595]
column-6 [1236, 70, 1448, 1475]
paragraph: „Ach ne!“ mávl jemně volnou rukou. „Jsem nešťastný člověk. Od mládí jsem chudý a nyní, kdy bylo nejhůř, jsem se k tomu ještě zranil.“ [488, 1146, 700, 1197]
paragraph: Četl dopis a obličej jeho zazářil štěstím. V koutě stál malý stromek vánoční. Karel se k němu obrátil, sepjal ruce a zašeptal: „Narodil se Kristus Pán. Všichni vzpomínejte na Boha!“ [1464, 434, 1676, 498]
paragraph: Karel upřímně želel straty obou rodičů, hlavně ale matky, která tolik pro něj trpěla. Byla to žena hodná a tichá, a on jí nikdy nedovedl oplatit tolik lásky. [1008, 915, 1220, 979]
column-8 [1692, 70, 1902, 1475]
paragraph: Tehdy odevzdával otcův dopis paní Slámové, aby jej uschovala. Kdyby se mu něco stalo, aby jej dala na hrob. [1236, 915, 1448, 953]
paragraph: „Ano, jsme,“ zahučelo jako bouře v odpověď. [1464, 1415, 1676, 1440]
poem-stanza: U Betlema na rozcestí ďábla potkal anděl štěstí. [54, 191, 189, 217]
